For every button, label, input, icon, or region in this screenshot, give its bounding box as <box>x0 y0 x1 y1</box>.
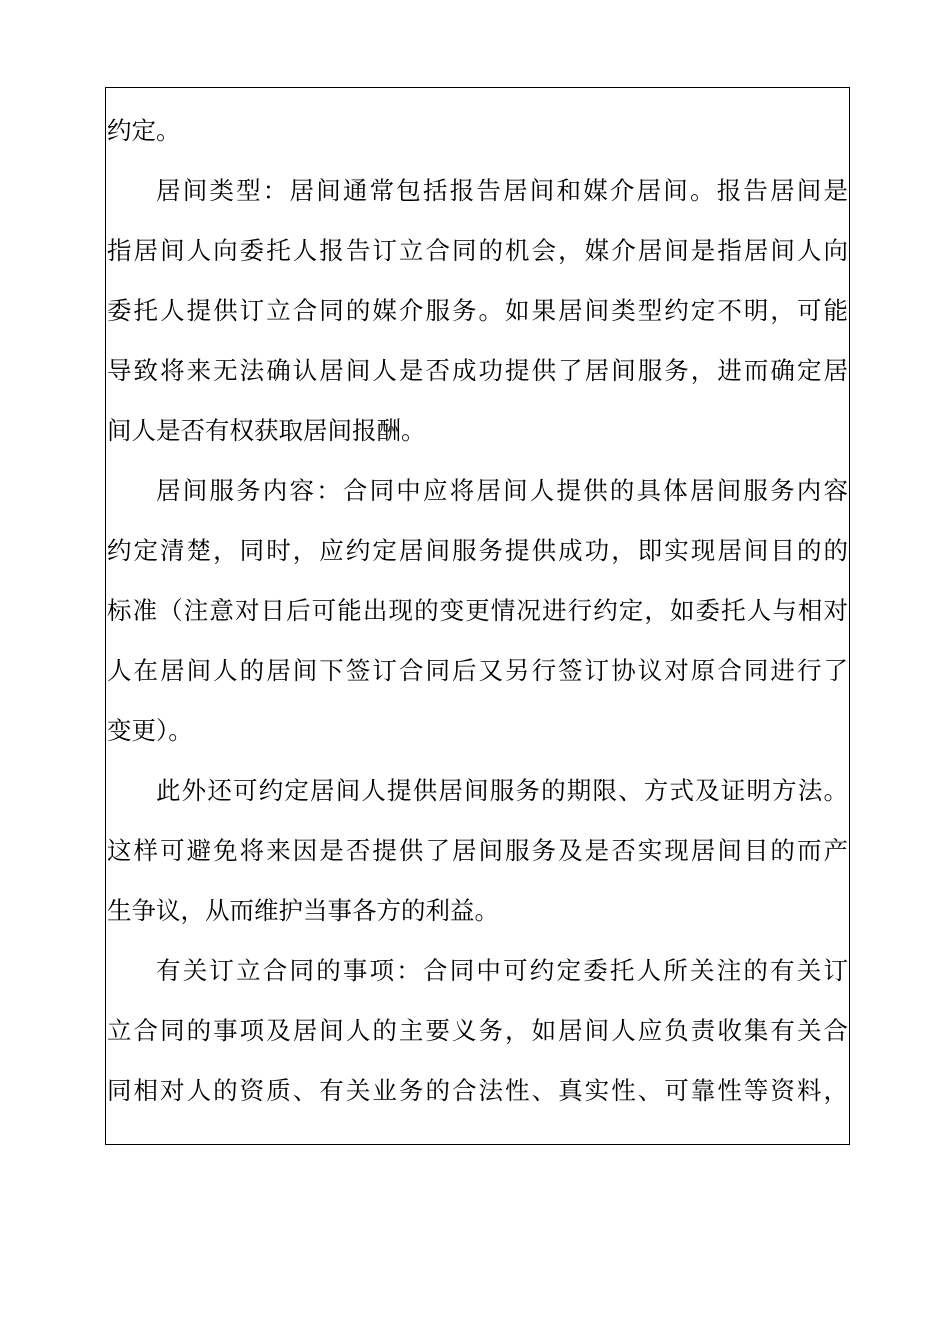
text-line: 约定。 <box>107 116 181 145</box>
text-line: 变更）。 <box>107 716 193 745</box>
paragraph-start-line: 居间服务内容：合同中应将居间人提供的具体居间服务内容 <box>156 476 848 505</box>
paragraph-start-line: 居间类型：居间通常包括报告居间和媒介居间。报告居间是 <box>156 176 848 205</box>
text-line: 人在居间人的居间下签订合同后又另行签订协议对原合同进行了 <box>107 656 848 685</box>
text-line: 立合同的事项及居间人的主要义务，如居间人应负责收集有关合 <box>107 1016 848 1045</box>
document-text-frame <box>105 87 850 1145</box>
text-line: 指居间人向委托人报告订立合同的机会，媒介居间是指居间人向 <box>107 236 848 265</box>
text-line: 约定清楚，同时，应约定居间服务提供成功，即实现居间目的的 <box>107 536 848 565</box>
text-line: 生争议，从而维护当事各方的利益。 <box>107 896 499 925</box>
text-line: 委托人提供订立合同的媒介服务。如果居间类型约定不明，可能 <box>107 296 848 325</box>
text-line: 间人是否有权获取居间报酬。 <box>107 416 426 445</box>
paragraph-start-line: 此外还可约定居间人提供居间服务的期限、方式及证明方法。 <box>156 776 848 805</box>
text-line: 导致将来无法确认居间人是否成功提供了居间服务，进而确定居 <box>107 356 848 385</box>
text-line: 同相对人的资质、有关业务的合法性、真实性、可靠性等资料， <box>107 1076 848 1105</box>
text-line: 这样可避免将来因是否提供了居间服务及是否实现居间目的而产 <box>107 836 848 865</box>
paragraph-start-line: 有关订立合同的事项：合同中可约定委托人所关注的有关订 <box>156 956 848 985</box>
text-line: 标准（注意对日后可能出现的变更情况进行约定，如委托人与相对 <box>107 596 848 625</box>
